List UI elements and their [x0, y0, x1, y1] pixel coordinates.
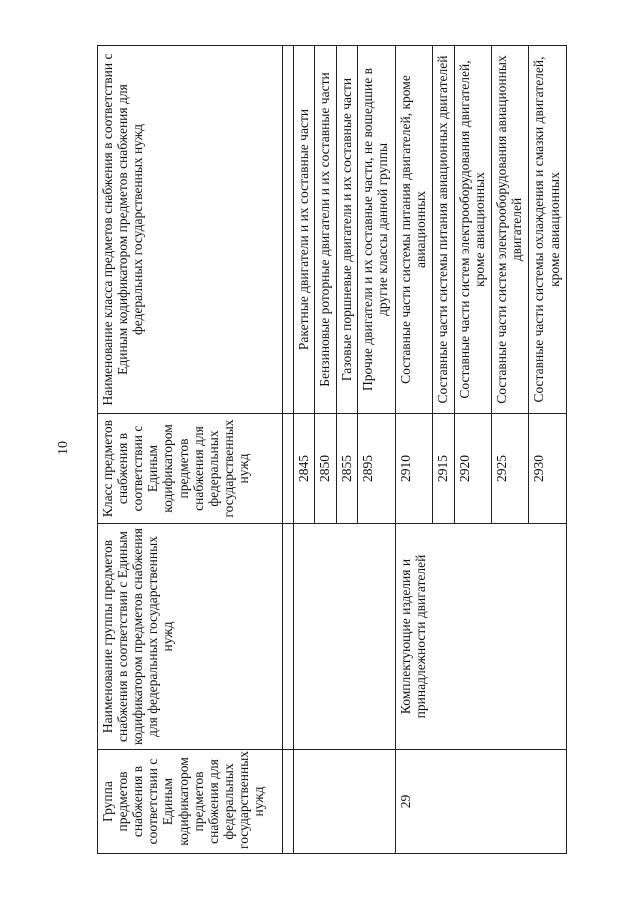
class-name-cell: Составные части систем электрооборудования авиационных двигателей — [491, 46, 528, 414]
table-cell — [283, 524, 294, 750]
table-row — [395, 46, 432, 854]
class-code-cell: 2930 — [529, 414, 567, 524]
table-cell — [283, 46, 294, 414]
table-row — [283, 46, 294, 854]
class-name-cell: Прочие двигатели и их составные части, не вошедшие в другие классы данной группы — [358, 46, 395, 414]
header-group: Группа предметов снабжения в соответствии с Единым кодификатором предметов снабжения для федеральных государственных нужд — [98, 750, 283, 854]
table-cell — [283, 414, 294, 524]
class-name-cell: Составные части системы охлаждения и смазки двигателей, кроме авиационных — [529, 46, 567, 414]
rotated-table-container — [97, 46, 567, 854]
class-name-cell: Бензиновые роторные двигатели и их составные части — [315, 46, 336, 414]
class-code-cell: 2855 — [336, 414, 357, 524]
class-code-cell: 2895 — [358, 414, 395, 524]
table-cell — [283, 750, 294, 854]
class-name-cell: Составные части систем электрооборудования двигателей, кроме авиационных — [454, 46, 491, 414]
group-name-cell: Комплектующие изделия и принадлежности двигателей — [395, 524, 566, 750]
header-class-name: Наименование класса предметов снабжения в соответствии с Единым кодификатором предметов снабжения для федеральных государственных нужд — [98, 46, 283, 414]
group-code-cell — [294, 750, 396, 854]
group-code-cell: 29 — [395, 750, 566, 854]
header-class: Класс предметов снабжения в соответствии с Единым кодификатором предметов снабжения для федеральных государственных нужд — [98, 414, 283, 524]
class-code-cell: 2850 — [315, 414, 336, 524]
class-code-cell: 2915 — [433, 414, 454, 524]
table-row — [294, 46, 315, 854]
class-name-cell: Газовые поршневые двигатели и их составные части — [336, 46, 357, 414]
class-code-cell: 2920 — [454, 414, 491, 524]
class-code-cell: 2925 — [491, 414, 528, 524]
class-name-cell: Ракетные двигатели и их составные части — [294, 46, 315, 414]
class-code-cell: 2845 — [294, 414, 315, 524]
group-name-cell — [294, 524, 396, 750]
page-number: 10 — [56, 441, 71, 455]
header-group-name: Наименование группы предметов снабжения в соответствии с Единым кодификатором предметов снабжения для федеральных государственных нужд — [98, 524, 283, 750]
table-header-row — [98, 46, 283, 854]
class-name-cell: Составные части системы питания авиационных двигателей — [433, 46, 454, 414]
class-code-cell: 2910 — [395, 414, 432, 524]
supply-classes-table — [97, 45, 567, 854]
class-name-cell: Составные части системы питания двигателей, кроме авиационных — [395, 46, 432, 414]
